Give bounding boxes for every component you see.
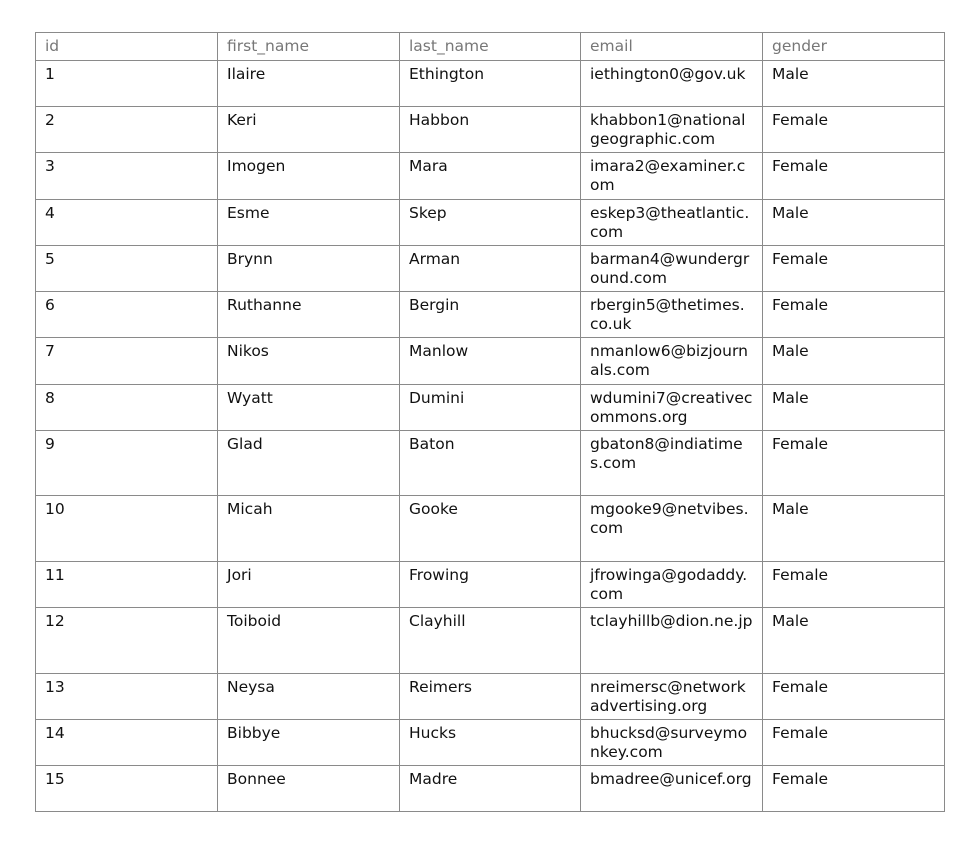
header-cell-id: id [36, 33, 218, 61]
table-row [36, 431, 945, 496]
cell-email: nreimersc@networkadvertising.org [581, 674, 763, 720]
data-table [35, 32, 945, 812]
header-cell-last-name: last_name [400, 33, 581, 61]
cell-gender: Male [763, 338, 945, 385]
cell-gender: Male [763, 200, 945, 246]
table-row [36, 496, 945, 562]
cell-gender: Female [763, 246, 945, 292]
cell-id: 8 [36, 385, 218, 431]
table-row [36, 562, 945, 608]
cell-id: 4 [36, 200, 218, 246]
cell-email: gbaton8@indiatimes.com [581, 431, 763, 496]
cell-first-name: Nikos [218, 338, 400, 385]
cell-gender: Male [763, 61, 945, 107]
cell-email: nmanlow6@bizjournals.com [581, 338, 763, 385]
cell-first-name: Bonnee [218, 766, 400, 812]
cell-id: 12 [36, 608, 218, 674]
table-row [36, 107, 945, 153]
header-cell-gender: gender [763, 33, 945, 61]
cell-id: 15 [36, 766, 218, 812]
cell-last-name: Ethington [400, 61, 581, 107]
header-cell-first-name: first_name [218, 33, 400, 61]
table-row [36, 674, 945, 720]
cell-gender: Female [763, 107, 945, 153]
cell-last-name: Baton [400, 431, 581, 496]
cell-id: 13 [36, 674, 218, 720]
cell-first-name: Micah [218, 496, 400, 562]
cell-gender: Female [763, 292, 945, 338]
cell-id: 14 [36, 720, 218, 766]
cell-gender: Male [763, 385, 945, 431]
cell-last-name: Skep [400, 200, 581, 246]
cell-gender: Female [763, 766, 945, 812]
table-row [36, 246, 945, 292]
cell-email: eskep3@theatlantic.com [581, 200, 763, 246]
cell-last-name: Reimers [400, 674, 581, 720]
cell-last-name: Bergin [400, 292, 581, 338]
cell-email: bmadree@unicef.org [581, 766, 763, 812]
cell-gender: Female [763, 153, 945, 200]
cell-first-name: Imogen [218, 153, 400, 200]
cell-first-name: Neysa [218, 674, 400, 720]
cell-email: iethington0@gov.uk [581, 61, 763, 107]
cell-first-name: Ilaire [218, 61, 400, 107]
cell-last-name: Manlow [400, 338, 581, 385]
cell-first-name: Ruthanne [218, 292, 400, 338]
cell-first-name: Jori [218, 562, 400, 608]
cell-last-name: Arman [400, 246, 581, 292]
cell-id: 6 [36, 292, 218, 338]
cell-first-name: Toiboid [218, 608, 400, 674]
table-row [36, 608, 945, 674]
cell-gender: Female [763, 674, 945, 720]
table-row [36, 766, 945, 812]
cell-id: 5 [36, 246, 218, 292]
cell-email: mgooke9@netvibes.com [581, 496, 763, 562]
cell-first-name: Bibbye [218, 720, 400, 766]
cell-id: 3 [36, 153, 218, 200]
cell-first-name: Brynn [218, 246, 400, 292]
header-row [36, 33, 945, 61]
cell-gender: Male [763, 496, 945, 562]
table-row [36, 153, 945, 200]
cell-last-name: Madre [400, 766, 581, 812]
cell-last-name: Mara [400, 153, 581, 200]
cell-id: 7 [36, 338, 218, 385]
cell-first-name: Keri [218, 107, 400, 153]
cell-email: wdumini7@creativecommons.org [581, 385, 763, 431]
cell-email: rbergin5@thetimes.co.uk [581, 292, 763, 338]
cell-email: barman4@wunderground.com [581, 246, 763, 292]
cell-first-name: Esme [218, 200, 400, 246]
cell-gender: Female [763, 562, 945, 608]
cell-id: 1 [36, 61, 218, 107]
table-row [36, 292, 945, 338]
cell-last-name: Clayhill [400, 608, 581, 674]
cell-email: imara2@examiner.com [581, 153, 763, 200]
cell-last-name: Gooke [400, 496, 581, 562]
table-row [36, 200, 945, 246]
cell-id: 10 [36, 496, 218, 562]
cell-last-name: Frowing [400, 562, 581, 608]
cell-gender: Male [763, 608, 945, 674]
cell-id: 9 [36, 431, 218, 496]
cell-last-name: Habbon [400, 107, 581, 153]
cell-email: tclayhillb@dion.ne.jp [581, 608, 763, 674]
cell-last-name: Dumini [400, 385, 581, 431]
header-cell-email: email [581, 33, 763, 61]
cell-email: khabbon1@nationalgeographic.com [581, 107, 763, 153]
cell-email: bhucksd@surveymonkey.com [581, 720, 763, 766]
table-row [36, 385, 945, 431]
cell-first-name: Glad [218, 431, 400, 496]
cell-email: jfrowinga@godaddy.com [581, 562, 763, 608]
cell-id: 2 [36, 107, 218, 153]
table-row [36, 720, 945, 766]
cell-gender: Female [763, 431, 945, 496]
cell-first-name: Wyatt [218, 385, 400, 431]
cell-last-name: Hucks [400, 720, 581, 766]
table-row [36, 61, 945, 107]
cell-gender: Female [763, 720, 945, 766]
table-row [36, 338, 945, 385]
cell-id: 11 [36, 562, 218, 608]
